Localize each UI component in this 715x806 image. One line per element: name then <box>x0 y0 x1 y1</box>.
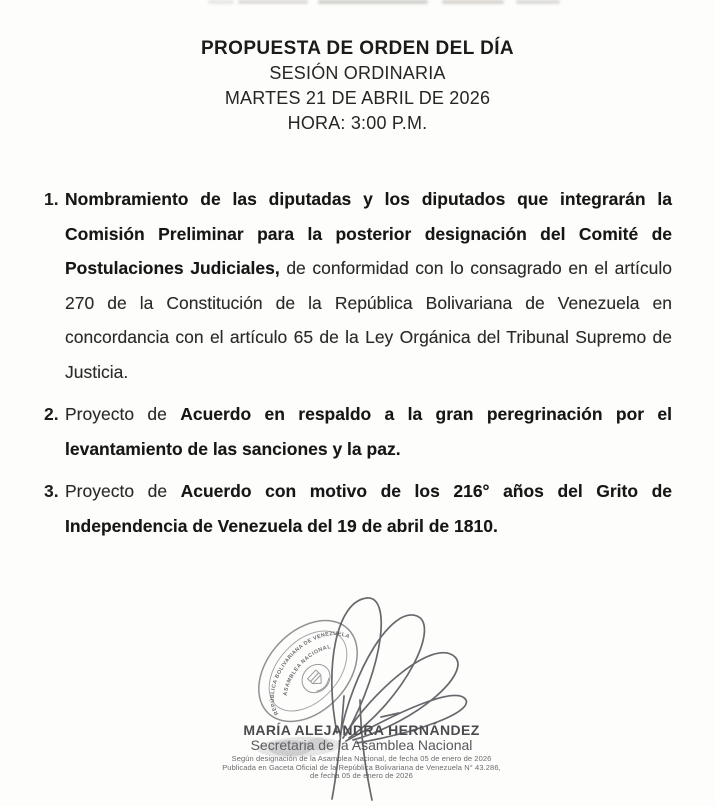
signature-block <box>0 722 715 781</box>
agenda-item-bold-text: Acuerdo en respaldo a la gran peregrinación por el levantamiento de las sanciones y la paz. <box>65 404 673 459</box>
secretary-name: MARÍA ALEJANDRA HERNÁNDEZ <box>243 722 480 738</box>
agenda-item-bold-text: Nombramiento de las diputadas y los diputados que integrarán la Comisión Preliminar para la posterior designación del Comité de Postulaciones Judiciales, <box>65 189 672 278</box>
stamp-outer-text: REPÚBLICA BOLIVARIANA DE VENEZUELA <box>269 631 351 716</box>
agenda-item-pre-text: Proyecto de <box>65 404 181 424</box>
document-title: PROPUESTA DE ORDEN DEL DÍA <box>200 38 515 59</box>
agenda-item-1 <box>44 182 672 389</box>
agenda-item-number: 1. <box>44 189 59 209</box>
agenda-item-text <box>65 474 672 543</box>
agenda-item-3 <box>44 474 672 543</box>
agenda-list <box>0 182 715 543</box>
secretary-role: Secretaria de la Asamblea Nacional <box>250 737 473 753</box>
official-stamp-icon <box>239 601 377 740</box>
agenda-item-text <box>65 397 672 466</box>
scan-artifact <box>318 0 428 4</box>
scan-artifact <box>238 0 308 4</box>
designation-note-line: de fecha 05 de enero de 2026 <box>310 771 413 780</box>
scan-artifact <box>208 0 234 4</box>
agenda-item-text <box>65 182 672 389</box>
session-type: SESIÓN ORDINARIA <box>269 63 446 83</box>
agenda-item-bold-text: Acuerdo con motivo de los 216° años del Grito de Independencia de Venezuela del 19 de abril de 1810. <box>65 481 672 536</box>
designation-notes <box>8 755 715 781</box>
agenda-item-pre-text: Proyecto de <box>65 481 181 501</box>
document-header <box>0 0 715 136</box>
designation-note-line: Publicada en Gaceta Oficial de la República Bolivariana de Venezuela N° 43.286, <box>222 762 501 772</box>
svg-text:ASAMBLEA NACIONAL <box>275 637 335 699</box>
agenda-item-2 <box>44 397 672 466</box>
designation-note-line: Según designación de la Asamblea Nacional, de fecha 05 de enero de 2026 <box>231 754 492 763</box>
svg-text:REPÚBLICA BOLIVARIANA DE VENEZ <box>252 613 352 717</box>
coat-of-arms-icon <box>296 659 335 699</box>
stamp-inner-text: ASAMBLEA NACIONAL <box>282 644 332 697</box>
agenda-item-number: 2. <box>44 404 59 424</box>
scan-artifact <box>442 0 504 4</box>
session-time: HORA: 3:00 P.M. <box>287 113 428 133</box>
scan-artifact <box>516 0 560 4</box>
agenda-item-post-text: de conformidad con lo consagrado en el artículo 270 de la Constitución de la República Bolivariana de Venezuela en concordancia con el artículo 65 de la Ley Orgánica del Tribunal Supremo de Justicia. <box>65 258 672 382</box>
agenda-item-number: 3. <box>44 481 59 501</box>
session-date: MARTES 21 DE ABRIL DE 2026 <box>224 88 491 108</box>
